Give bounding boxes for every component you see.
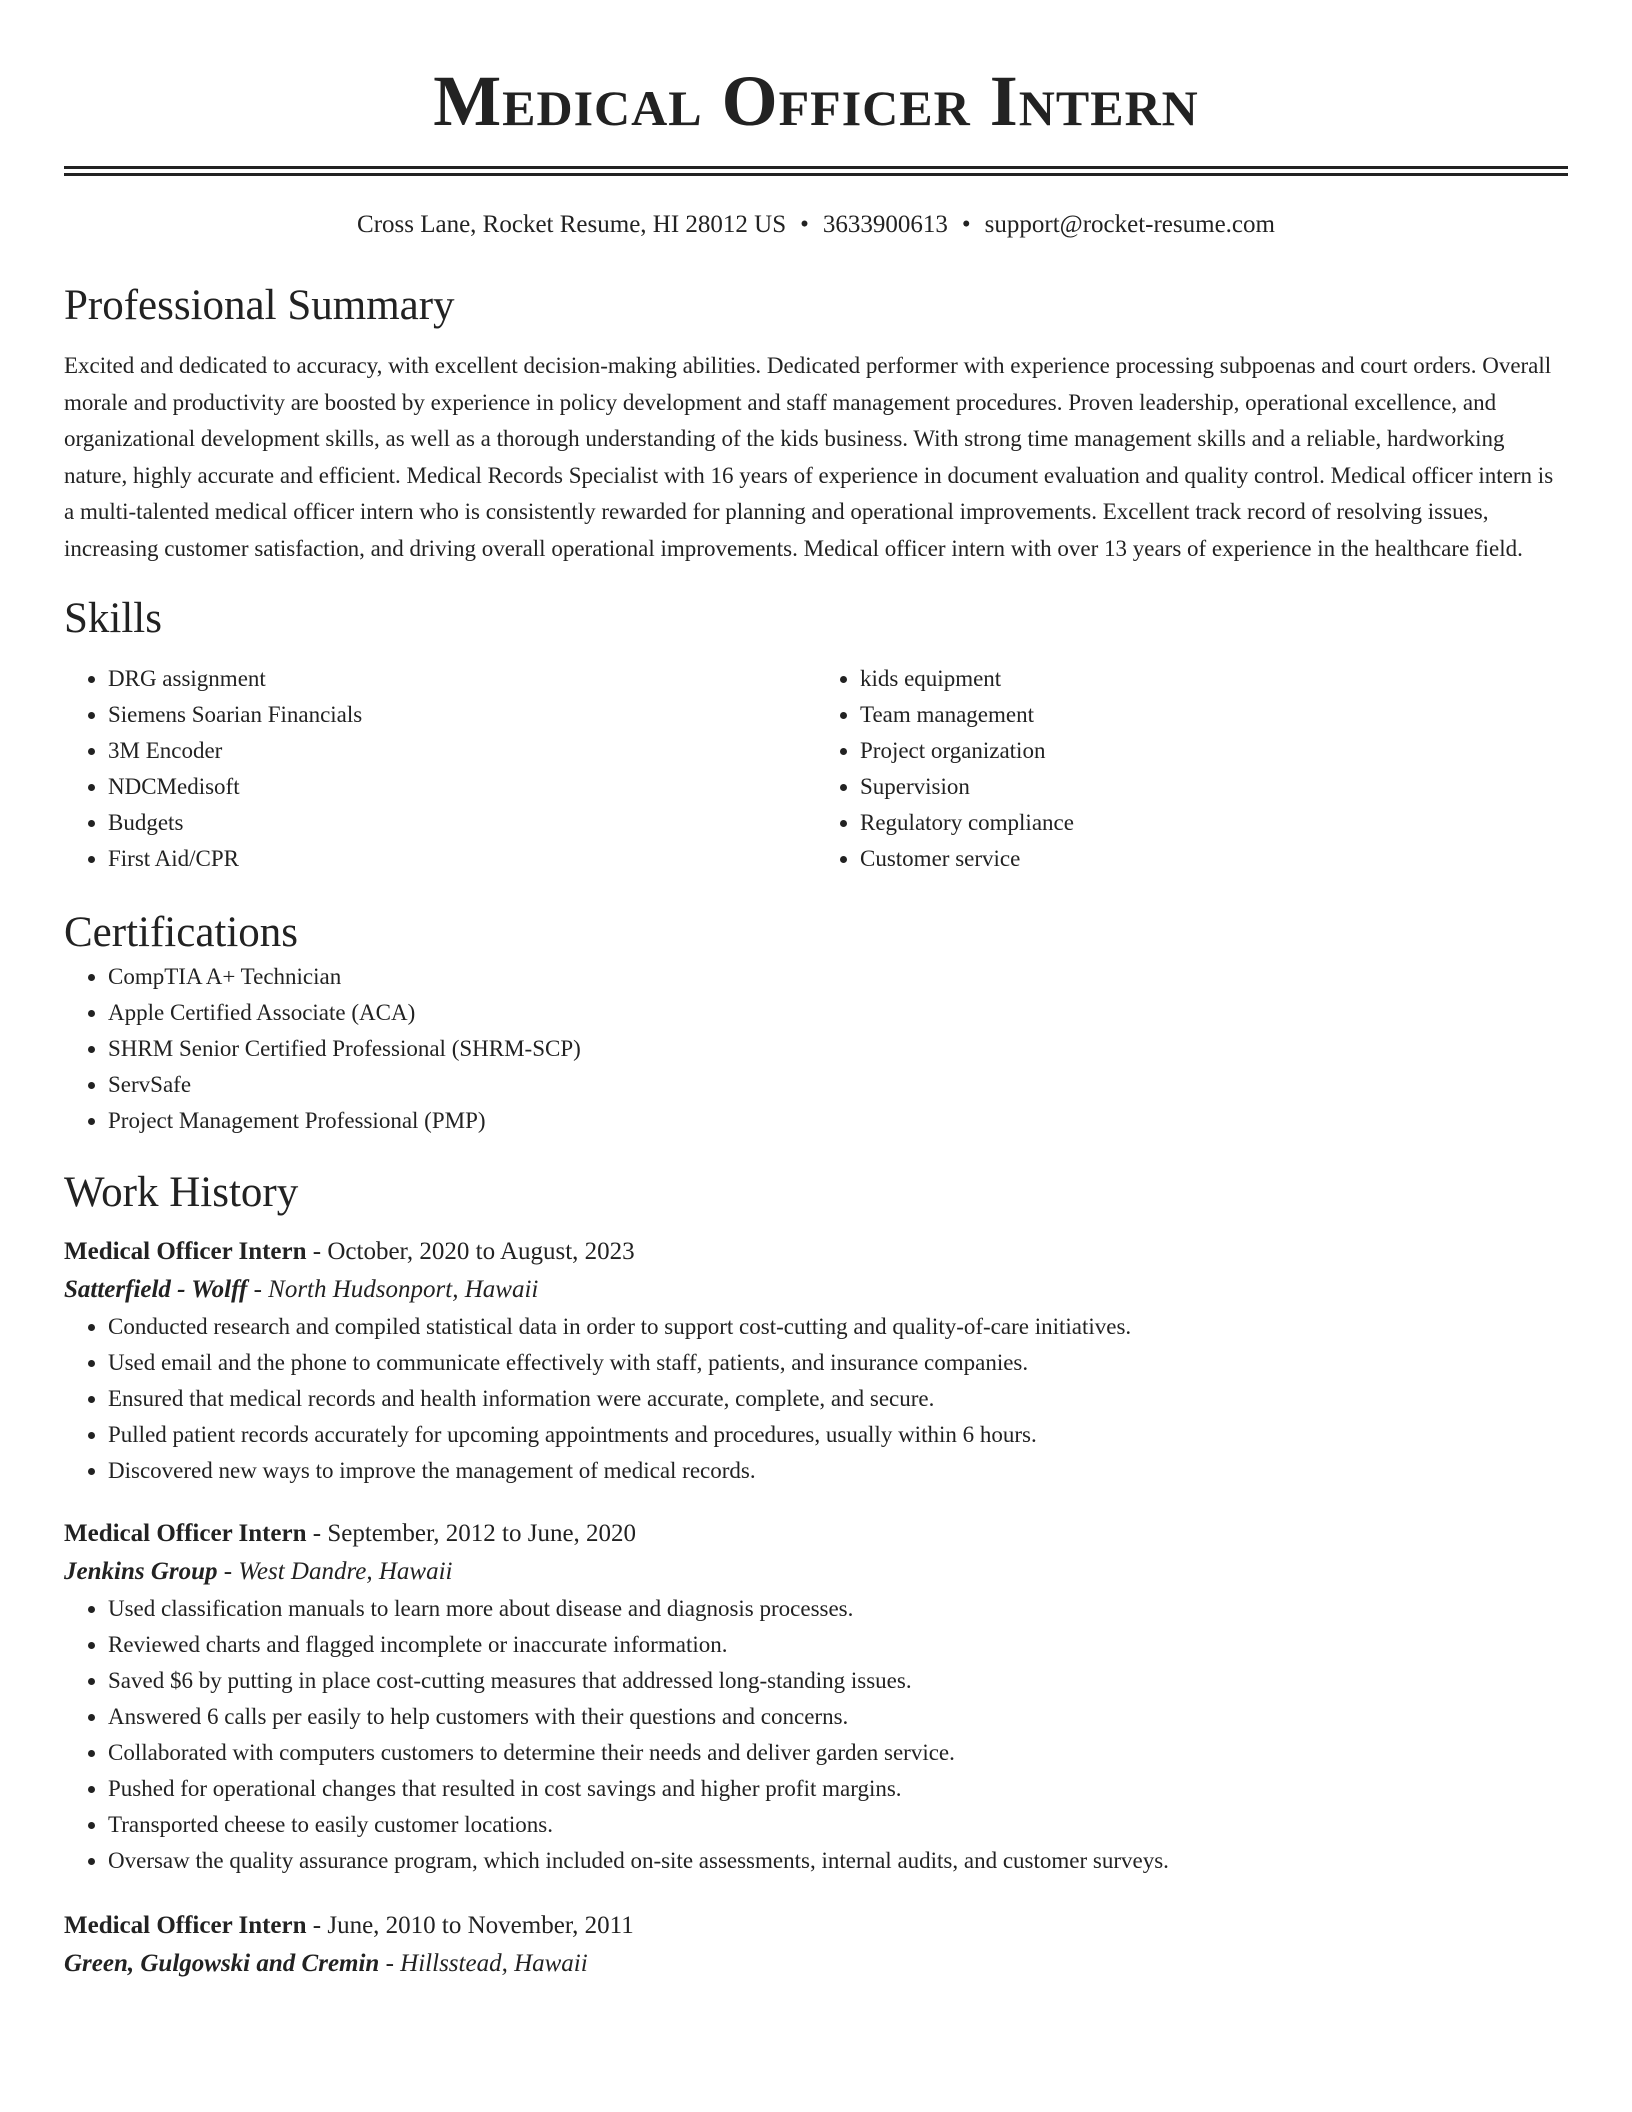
job-header: Medical Officer Intern - September, 2012 to June, 2020 <box>64 1520 637 1547</box>
contact-address: Cross Lane, Rocket Resume, HI 28012 US <box>357 211 787 238</box>
job-bullet: • Pulled patient records accurately for upcoming appointments and procedures, usually within 6 hours. <box>108 1417 1568 1453</box>
job-bullet: • Collaborated with computers customers to determine their needs and deliver garden service. <box>108 1735 1568 1771</box>
job-dates: June, 2010 to November, 2011 <box>327 1912 634 1939</box>
job-bullet: • Ensured that medical records and health information were accurate, complete, and secure. <box>108 1381 1568 1417</box>
job-dates: October, 2020 to August, 2023 <box>327 1238 635 1265</box>
job-company: Jenkins Group <box>64 1558 218 1585</box>
skills-column-right <box>816 661 1568 877</box>
job-company-line: Jenkins Group - West Dandre, Hawaii <box>64 1558 453 1585</box>
certification-item: • ServSafe <box>108 1067 1568 1103</box>
job-bullet: • Reviewed charts and flagged incomplete or inaccurate information. <box>108 1627 1568 1663</box>
skill-item: • Supervision <box>860 769 1568 805</box>
job-company: Satterfield - Wolff <box>64 1276 248 1303</box>
skill-item: • Customer service <box>860 841 1568 877</box>
skill-item: • Regulatory compliance <box>860 805 1568 841</box>
work-history-heading: Work History <box>64 1169 299 1216</box>
skill-item: • Project organization <box>860 733 1568 769</box>
job-company-line: Satterfield - Wolff - North Hudsonport, Hawaii <box>64 1276 539 1303</box>
job-bullet: • Saved $6 by putting in place cost-cutting measures that addressed long-standing issues. <box>108 1663 1568 1699</box>
job-bullet: • Used email and the phone to communicate effectively with staff, patients, and insurance companies. <box>108 1345 1568 1381</box>
contact-separator: • <box>961 211 971 238</box>
job-bullet: • Pushed for operational changes that resulted in cost savings and higher profit margins. <box>108 1771 1568 1807</box>
contact-line <box>64 210 1568 240</box>
job-header: Medical Officer Intern - June, 2010 to November, 2011 <box>64 1912 634 1939</box>
job-dates: September, 2012 to June, 2020 <box>327 1520 637 1547</box>
skill-item: • First Aid/CPR <box>108 841 816 877</box>
contact-email: support@rocket-resume.com <box>984 211 1275 238</box>
job-title: Medical Officer Intern <box>64 1238 307 1265</box>
job-bullets <box>64 1309 1568 1489</box>
skill-item: • Siemens Soarian Financials <box>108 697 816 733</box>
job-entry <box>64 1907 1568 1983</box>
skill-item: • NDCMedisoft <box>108 769 816 805</box>
skills-heading: Skills <box>64 595 162 642</box>
job-location: West Dandre, Hawaii <box>238 1558 453 1585</box>
job-bullet: • Oversaw the quality assurance program, which included on-site assessments, internal audits, and customer surveys. <box>108 1843 1568 1879</box>
certification-item: • CompTIA A+ Technician <box>108 959 1568 995</box>
job-title: Medical Officer Intern <box>64 1520 307 1547</box>
job-bullet: • Used classification manuals to learn more about disease and diagnosis processes. <box>108 1591 1568 1627</box>
skills-grid <box>64 661 1568 877</box>
contact-phone: 3633900613 <box>822 211 948 238</box>
certifications-heading: Certifications <box>64 909 299 956</box>
job-location: North Hudsonport, Hawaii <box>268 1276 539 1303</box>
certifications-list <box>64 959 1568 1139</box>
skills-list-right <box>816 661 1568 877</box>
job-bullet: • Transported cheese to easily customer locations. <box>108 1807 1568 1843</box>
job-entry <box>64 1515 1568 1879</box>
job-company: Green, Gulgowski and Cremin <box>64 1950 380 1977</box>
skill-item: • kids equipment <box>860 661 1568 697</box>
skill-item: • Team management <box>860 697 1568 733</box>
certification-item: • Project Management Professional (PMP) <box>108 1103 1568 1139</box>
job-company-line: Green, Gulgowski and Cremin - Hillsstead, Hawaii <box>64 1950 588 1977</box>
job-bullet: • Answered 6 calls per easily to help customers with their questions and concerns. <box>108 1699 1568 1735</box>
summary-heading: Professional Summary <box>64 282 455 329</box>
resume-name: Medical Officer Intern <box>433 61 1199 141</box>
job-entry <box>64 1233 1568 1489</box>
certification-item: • SHRM Senior Certified Professional (SHRM-SCP) <box>108 1031 1568 1067</box>
skill-item: • DRG assignment <box>108 661 816 697</box>
header-double-rule <box>64 166 1568 176</box>
job-title: Medical Officer Intern <box>64 1912 307 1939</box>
skills-list-left <box>64 661 816 877</box>
job-bullet: • Conducted research and compiled statistical data in order to support cost-cutting and quality-of-care initiatives. <box>108 1309 1568 1345</box>
job-bullet: • Discovered new ways to improve the management of medical records. <box>108 1453 1568 1489</box>
skill-item: • 3M Encoder <box>108 733 816 769</box>
skill-item: • Budgets <box>108 805 816 841</box>
skills-column-left <box>64 661 816 877</box>
certification-item: • Apple Certified Associate (ACA) <box>108 995 1568 1031</box>
job-location: Hillsstead, Hawaii <box>400 1950 588 1977</box>
job-bullets <box>64 1591 1568 1879</box>
job-header: Medical Officer Intern - October, 2020 to August, 2023 <box>64 1238 635 1265</box>
contact-separator: • <box>800 211 809 238</box>
summary-text: Excited and dedicated to accuracy, with excellent decision-making abilities. Dedicated performer with experience processing subpoenas and court orders. Overall morale and productivity are boosted by experience in policy development and staff management procedures. Proven leadership, operational excellence, and organizational development skills, as well as a thorough understanding of the kids business. With strong time management skills and a reliable, hardworking nature, highly accurate and efficient. Medical Records Specialist with 16 years of experience in document evaluation and quality control. Medical officer intern is a multi-talented medical officer intern who is consistently rewarded for planning and operational improvements. Excellent track record of resolving issues, increasing customer satisfaction, and driving overall operational improvements. Medical officer intern with over 13 years of experience in the healthcare field. <box>64 353 1554 561</box>
